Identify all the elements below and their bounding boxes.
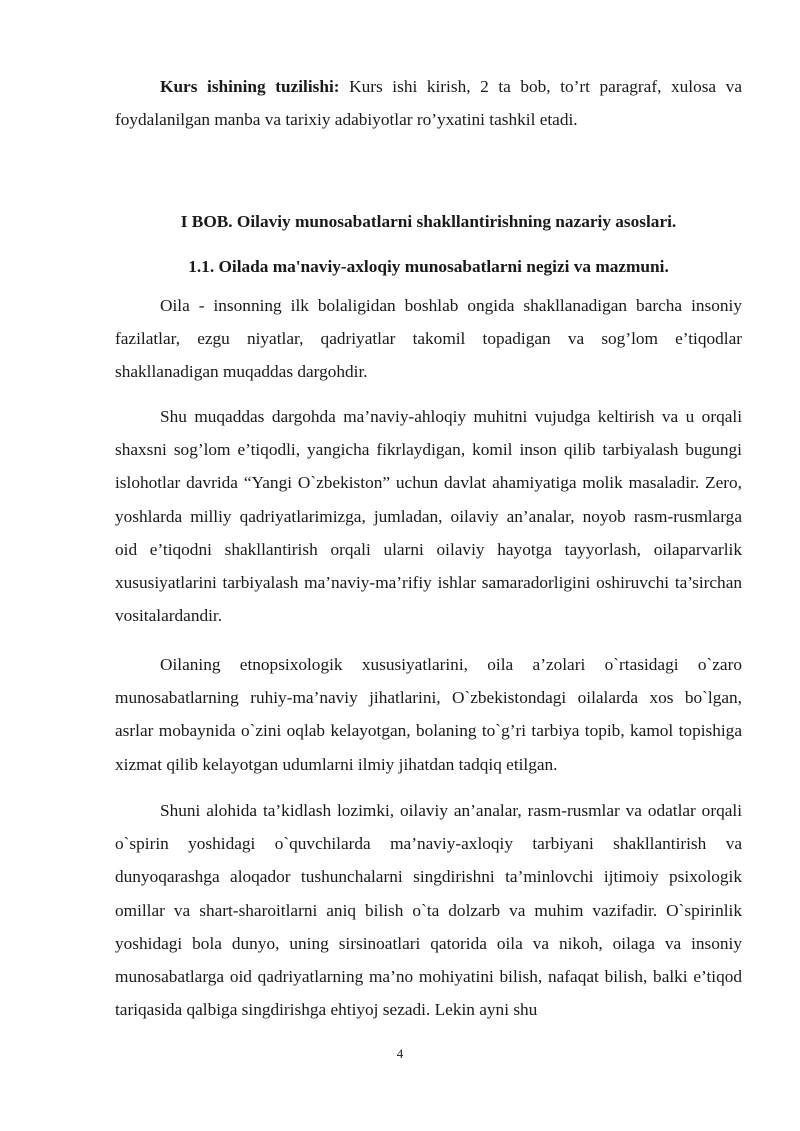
chapter-title: I BOB. Oilaviy munosabatlarni shakllantirishning nazariy asoslari. [180, 212, 677, 231]
paragraph-2: Shu muqaddas dargohda ma’naviy-ahloqiy muhitni vujudga keltirish va u orqali shaxsni sog’lom e’tiqodli, yangicha fikrlaydigan, komil inson qilib tarbiyalash bugungi islohotlar davrida “Yangi O`zbekiston” uchun davlat ahamiyatiga molik masaladir. Zero, yoshlarda milliy qadriyatlarimizga, jumladan, oilaviy an’analar, noyob rasm-rusmlarga oid e’tiqodni shakllantirish orqali ularni oilaviy hayotga tayyorlash, oilaparvarlik xususiyatlarini tarbiyalash ma’naviy-ma’rifiy ishlar samaradorligini oshiruvchi ta’sirchan vositalardandir. [115, 407, 742, 626]
section-title: 1.1. Oilada ma'naviy-axloqiy munosabatlarni negizi va mazmuni. [188, 257, 669, 276]
paragraph-3: Oilaning etnopsixologik xususiyatlarini, oila a’zolari o`rtasidagi o`zaro munosabatlarning ruhiy-ma’naviy jihatlarini, O`zbekistondagi oilalarda xos bo`lgan, asrlar mobaynida o`zini oqlab kelayotgan, bolaning to`g’ri tarbiya topib, kamol topishiga xizmat qilib kelayotgan udumlarni ilmiy jihatdan tadqiq etilgan. [115, 655, 742, 774]
paragraph-4: Shuni alohida ta’kidlash lozimki, oilaviy an’analar, rasm-rusmlar va odatlar orqali o`spirin yoshidagi o`quvchilarda ma’naviy-axloqiy tarbiyani shakllantirish va dunyoqarashga aloqador tushunchalarni singdirishni ta’minlovchi ijtimoiy psixologik omillar va shart-sharoitlarni aniq bilish o`ta dolzarb va muhim vazifadir. O`spirinlik yoshidagi bola dunyo, uning sirsinoatlari qatorida oila va nikoh, oilaga va insoniy munosabatlarga oid qadriyatlarning ma’no mohiyatini bilish, nafaqat bilish, balki e’tiqod tariqasida qalbiga singdirishga ehtiyoj sezadi. Lekin ayni shu [115, 801, 742, 1020]
page-number: 4 [396, 1046, 404, 1061]
intro-text: Kurs ishi kirish, 2 ta bob, to’rt paragraf, xulosa va foydalanilgan manba va tarixiy adabiyotlar ro’yxatini tashkil etadi. [115, 77, 742, 130]
intro-label: Kurs ishining tuzilishi: [160, 77, 340, 96]
intro-paragraph [115, 70, 742, 136]
paragraph-1: Oila - insonning ilk bolaligidan boshlab ongida shakllanadigan barcha insoniy fazilatlar, ezgu niyatlar, qadriyatlar takomil topadigan va sog’lom e’tiqodlar shakllanadigan muqaddas dargohdir. [115, 296, 742, 382]
